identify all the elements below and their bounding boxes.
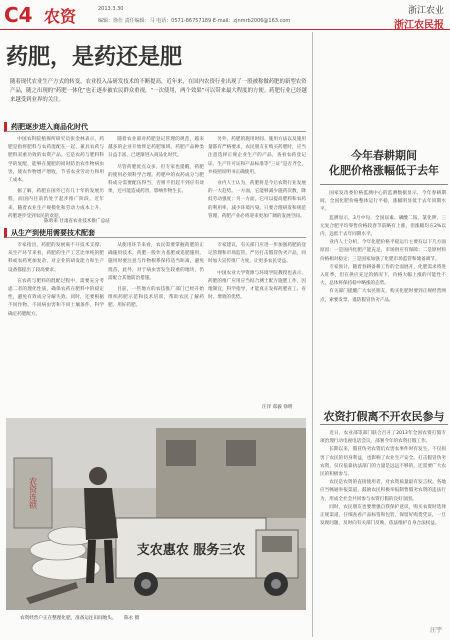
right-story2-body <box>320 430 446 626</box>
section2-heading: 从生产到使用需要技术配套 <box>4 228 306 238</box>
header-editor-line: 编辑：徐仕 责任编辑：马 电话：0571-86757189 E-mail：zjnmrb2006@163.com <box>98 18 291 24</box>
paragraph: 国家发改委价格监测中心的监测数据显示，今年春耕期间，全国化肥价格整体运行平稳，涨幅明显低于去年同期水平。 <box>320 191 446 213</box>
paragraph: 中国农业大学资源与环境学院教授也表示，药肥的推广应用应当结合测土配方施肥工作，因地制宜，科学指导，才能真正发挥药肥省工、省时、增效的优势。 <box>208 270 306 301</box>
section1-byline: 陈勇来 甘肃省农业技术推广总站 <box>44 219 110 224</box>
paragraph: 目前，一些地方的农技推广部门已经开始组织药肥示范和技术培训，帮助农民了解药肥、用好药肥。 <box>108 287 204 309</box>
paragraph: 业内人士认为，药肥将是今后农资行业发展的一大趋势。一方面，它能够减少施药次数，降低劳动强度；另一方面，它可以提高肥料和农药的利用率，减少环境污染。只要合理研发和规范管理，药肥产业必将迎来更加广阔的发展空间。 <box>208 181 306 219</box>
paragraph: 长期以来，假冒伪劣农资坑农害农事件时有发生，不仅损害了农民的切身利益，也影响了农业生产安全。打击假冒伪劣农资，仅仅依靠执法部门的力量是远远不够的，还需要广大农民的积极参与。 <box>320 447 446 478</box>
page-header <box>0 0 450 30</box>
farm-supply-truck-photo <box>6 418 306 610</box>
news-photo <box>6 418 306 610</box>
header-date: 2013.3.30 <box>98 6 124 12</box>
section1-heading: 药肥逐步进入商品化时代 <box>4 122 306 132</box>
paragraph: 尽管药肥优点众多，但专家也提醒，药肥的使用必须科学合理。药肥中的农药成分与肥料成分需要配伍得当，否则不但起不到应有效果，还可能造成药害，影响作物生长。 <box>108 164 204 195</box>
paragraph: 专家建议，有关部门应进一步加强药肥的登记管理和市场监管，严厉打击假冒伪劣产品，同时加大宣传推广力度，让更多农民受益。 <box>208 243 306 265</box>
paragraph: 近日，农业部等部门联合召开了2013年全国农资打假专项治理行动电视电话会议，部署今年的农资打假工作。 <box>320 431 446 445</box>
paragraph: 据了解，药肥在国外已有几十年的发展历程，而国内目前仍处于起步推广阶段。近年来，随着农业生产规模化和劳动力成本上升，药肥逐步受到农民的欢迎。 <box>8 189 104 219</box>
section-number: C4 <box>4 3 33 27</box>
paragraph: 从使用环节来看，农民需要掌握药肥的正确施用技术。药肥一般作为基肥或追肥施用，施用时要注意与作物根系保持适当距离，避免烧苗。此外，对于病虫害发生较重的地块，仍需配合其他防治措施。 <box>108 243 204 281</box>
section1-column-2 <box>108 136 204 216</box>
photo-banner: 支农惠农 服务三农 <box>136 543 246 558</box>
photo-sign: 农资连锁 <box>28 477 38 509</box>
right-story1-title <box>320 148 448 178</box>
photo-caption <box>20 615 300 621</box>
section1-column-1 <box>8 136 104 219</box>
right-story1-title-line1: 今年春耕期间 <box>351 149 417 162</box>
photo-caption-text: 农资经营户正在整理化肥，准备运往田间地头。 <box>20 616 117 621</box>
paragraph: 在农药与肥料的混配过程中，需要充分考虑二者的理化性质，确保农药在肥料中的稳定性，避免有效成分分解失效。同时，还要根据不同作物、不同病虫害和不同土壤条件，科学确定药肥配方。 <box>8 278 104 317</box>
paragraph: 中国农科院植保所研究员张金林表示，药肥是指将肥料与农药混配在一起，兼具农药与肥料双重功效的农资产品。它是农药与肥料科学的复配，能够在施肥的同时防治农作物病虫害，使农作物增产增收，节省农业劳动力和用工成本。 <box>8 137 104 184</box>
paragraph: 有关部门提醒广大农民朋友，购买化肥时要到正规经营网点，索要发票，谨防假冒伪劣产品。 <box>320 289 446 303</box>
photo-credit: 陈永 摄 <box>123 616 140 621</box>
paragraph: 同时，农民朋友也要增强自我保护意识，购买农资时选择正规渠道，仔细查看产品标签和包装，保留好购货凭证，一旦发现问题，及时向有关部门反映，依法维护自身合法权益。 <box>320 504 446 527</box>
divider-line <box>320 424 448 425</box>
section2-byline: 汪洋 郑毅 徐明 <box>262 405 293 410</box>
section1-column-3 <box>208 136 306 219</box>
divider-line <box>320 184 448 185</box>
section2-column-3 <box>208 242 306 402</box>
section2-column-1 <box>8 242 104 410</box>
header-region: 浙江农业 <box>407 6 444 16</box>
section2-column-2 <box>108 242 204 410</box>
column-divider <box>312 32 313 637</box>
paragraph: 专家指出，药肥的发展离不开技术支撑。从生产环节来看，药肥的生产工艺比单纯的肥料或农药更加复杂，对企业的研发能力和生产设备都提出了较高要求。 <box>8 243 104 273</box>
article-lede: 随着现代农业生产方式的转变，农业投入品研发技术的不断提高，近年来，在国内农资行业出现了一股被称做药肥的新型农资产品，随之出现的“药肥一体化”也正逐步被农民群众重视，“一次使用，两个效果”可以带来最大程度的方便。药肥行业已经越来越受到业界的关注。 <box>10 79 307 103</box>
right-story2-title: 农资打假离不开农民参与 <box>323 410 445 423</box>
paragraph: 监测显示，3月中旬，全国尿素、磷酸二铵、氯化钾、三元复合肥平均零售价格较春节前略有上涨，但涨幅均在2%以内，远低于去年同期水平。 <box>320 215 446 238</box>
paragraph: 另外，药肥的施用时间、施用方法以及施用量都有严格要求，农民朋友在购买药肥时，应当注意选择正规企业生产的产品，查看农药登记证、生产许可证和产品标准等“三证”是否齐全，并按照说明书正确使用。 <box>208 137 306 175</box>
paragraph: 随着农业部对药肥登记管理的规范，越来越多的企业开始涉足药肥领域，药肥产品种类日益丰富，已逐渐进入商品化时代。 <box>108 137 204 159</box>
right-story1-body <box>320 190 446 400</box>
section-name: 农资 <box>44 7 77 26</box>
paragraph: 农民是农资的直接使用者，对农资质量最有发言权。各地应当畅通举报渠道，鼓励农民积极举报制售假劣农资的违法行为，形成全社会共同参与农资打假的良好氛围。 <box>320 480 446 502</box>
paper-logo: 浙江农民报 <box>394 20 444 31</box>
right-story2-byline: 汪宇 <box>429 627 442 634</box>
article-title: 药肥，是药还是肥 <box>6 44 183 70</box>
right-story1-title-line2: 化肥价格涨幅低于去年 <box>329 164 439 177</box>
paragraph: 专家预计，随着春耕备耕工作的全面展开，化肥需求将进入旺季，但在供应充足的情况下，价格大幅上涨的可能性不大，总体将保持稳中略涨的态势。 <box>320 264 446 287</box>
paragraph: 业内人士分析，今年化肥价格平稳运行主要有以下几方面原因：一是国内化肥产能充足，市场供应有保障；二是原材料价格相对稳定；三是国家加强了化肥市场监管和储备调节。 <box>320 240 446 262</box>
